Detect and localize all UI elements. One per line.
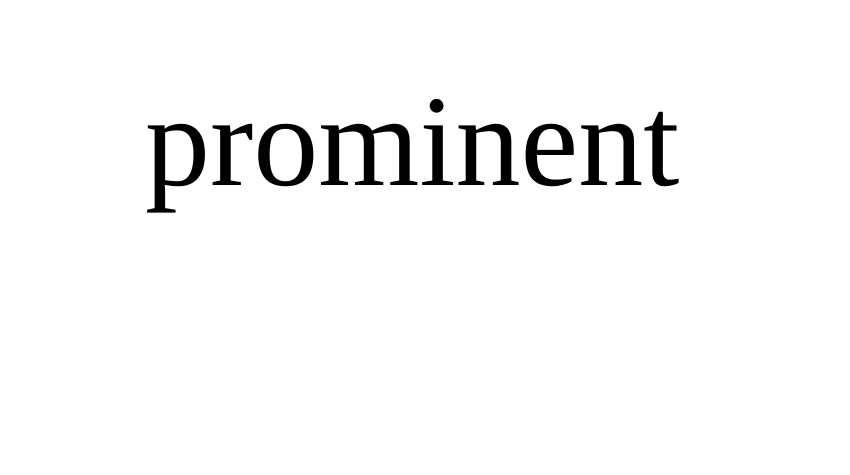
displayed-word: prominent bbox=[145, 70, 680, 214]
